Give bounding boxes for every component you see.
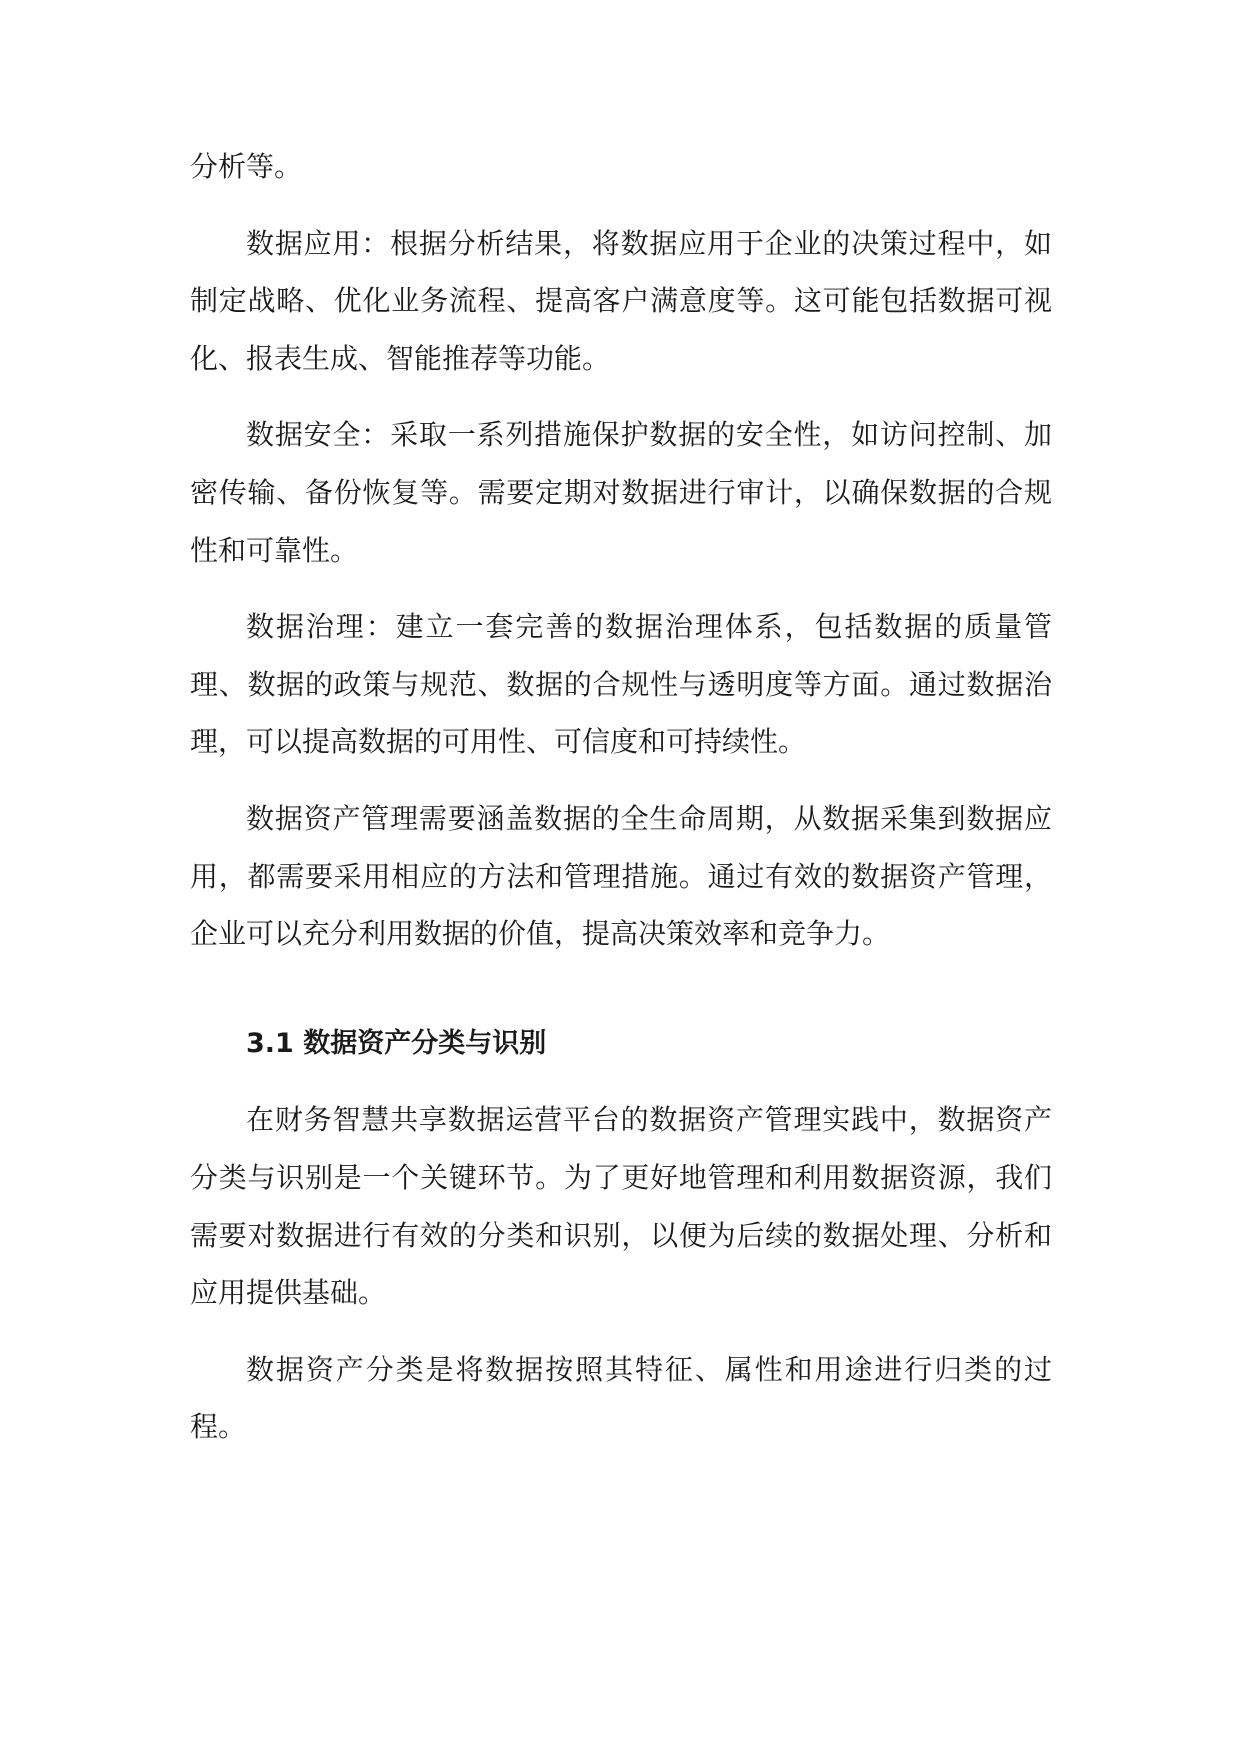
paragraph-data-security: 数据安全：采取一系列措施保护数据的安全性，如访问控制、加密传输、备份恢复等。需要定期对数据进行审计，以确保数据的合规性和可靠性。 [190,418,1052,567]
section-heading: 3.1 数据资产分类与识别 [246,1027,547,1059]
paragraph-lifecycle: 数据资产管理需要涵盖数据的全生命周期，从数据采集到数据应用，都需要采用相应的方法和管理措施。通过有效的数据资产管理，企业可以充分利用数据的价值，提高决策效率和竞争力。 [190,801,1052,951]
document-body [190,138,1052,1475]
paragraph-classification-intro: 在财务智慧共享数据运营平台的数据资产管理实践中，数据资产分类与识别是一个关键环节。为了更好地管理和利用数据资源，我们需要对数据进行有效的分类和识别，以便为后续的数据处理、分析和应用提供基础。 [190,1103,1052,1310]
paragraph-data-application: 数据应用：根据分析结果，将数据应用于企业的决策过程中，如制定战略、优化业务流程、提高客户满意度等。这可能包括数据可视化、报表生成、智能推荐等功能。 [190,226,1052,375]
paragraph-data-governance: 数据治理：建立一套完善的数据治理体系，包括数据的质量管理、数据的政策与规范、数据的合规性与透明度等方面。通过数据治理，可以提高数据的可用性、可信度和可持续性。 [190,610,1052,759]
paragraph-classification-definition: 数据资产分类是将数据按照其特征、属性和用途进行归类的过程。 [190,1352,1052,1444]
paragraph-continuation: 分析等。 [190,150,303,183]
